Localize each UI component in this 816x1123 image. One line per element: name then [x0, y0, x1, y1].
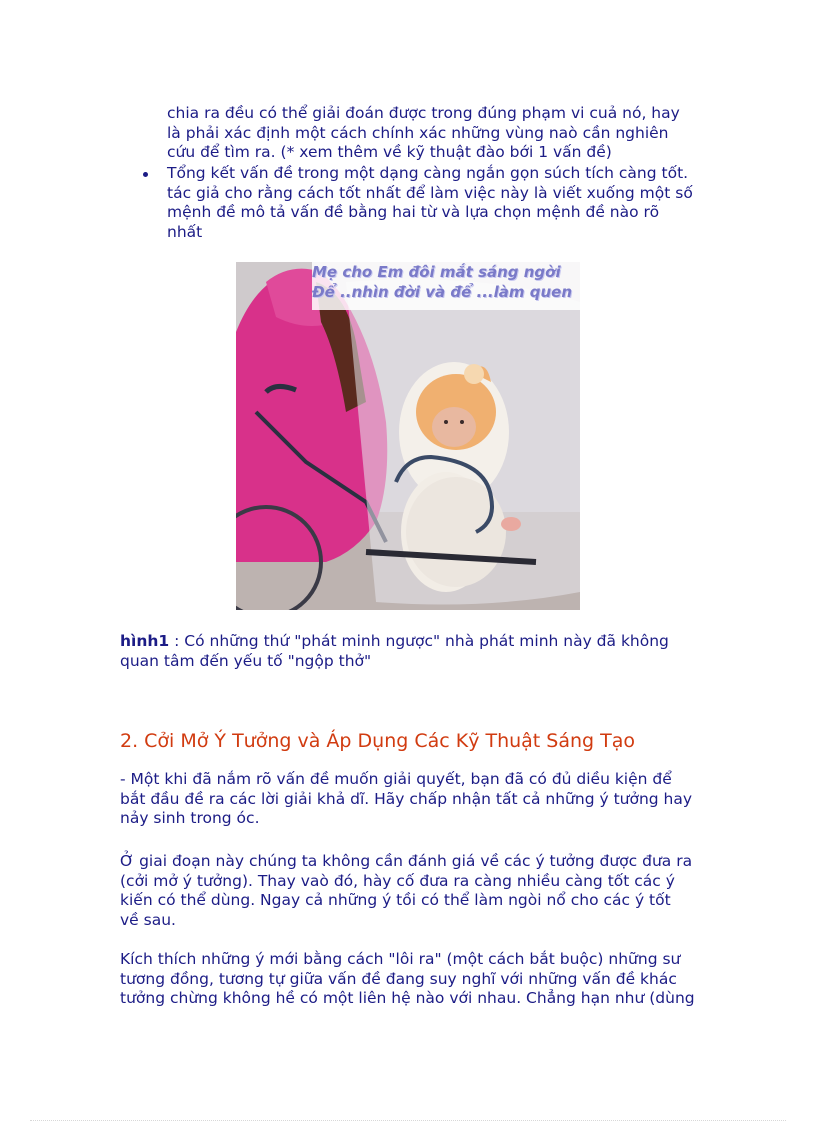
figure-caption-text: quan tâm đến yếu tố "ngộp thở" [120, 651, 372, 670]
section-heading: 2. Cởi Mở Ý Tưởng và Áp Dụng Các Kỹ Thuật Sáng Tạo [120, 730, 636, 752]
text-line: Ở giai đoạn này chúng ta không cần đánh giá về các ý tưởng được đưa ra [120, 852, 693, 870]
paragraph [120, 770, 720, 829]
intro-paragraph [167, 104, 727, 163]
photo-illustration [236, 262, 580, 610]
figure-photo [236, 262, 580, 610]
text-line: bắt đầu đề ra các lời giải khả dĩ. Hãy chấp nhận tất cả những ý tưởng hay [120, 789, 693, 808]
text-line: nảy sinh trong óc. [120, 809, 260, 827]
text-line: Tổng kết vấn đề trong một dạng càng ngắn gọn súch tích càng tốt. [167, 164, 689, 182]
photo-caption-line: Để ..nhìn đời và để ...làm quen [312, 283, 573, 301]
text-line: Kích thích những ý mới bằng cách "lôi ra" (một cách bắt buộc) những sư [120, 950, 681, 968]
text-line: tưởng chừng không hề có một liên hệ nào với nhau. Chẳng hạn như (dùng [120, 989, 695, 1007]
bullet-list-item [167, 164, 727, 242]
paragraph [120, 852, 720, 930]
text-line: là phải xác định một cách chính xác những vùng naò cần nghiên [167, 123, 669, 142]
text-line: chia ra đều có thể giải đoán được trong đúng phạm vi cuả nó, hay [167, 104, 680, 122]
bullet-icon [143, 172, 148, 177]
figure-caption-text: : Có những thứ "phát minh ngược" nhà phát minh này đã không [169, 632, 669, 650]
text-line: tương đồng, tương tự giữa vấn đề đang suy nghĩ với những vấn đề khác [120, 969, 677, 988]
paragraph [120, 950, 720, 1009]
page-divider [30, 1120, 786, 1121]
text-line: về sau. [120, 910, 176, 929]
figure-caption [120, 632, 720, 671]
text-line: kiến có thể dùng. Ngay cả những ý tồi có thể làm ngòi nổ cho các ý tốt [120, 891, 671, 909]
text-line: nhất [167, 222, 203, 241]
photo-caption-line: Mẹ cho Em đôi mắt sáng ngời [312, 263, 561, 281]
text-line: tác giả cho rằng cách tốt nhất để làm việc này là viết xuống một số [167, 183, 693, 202]
figure-label: hình1 [120, 632, 170, 650]
text-line: mệnh đề mô tả vấn đề bằng hai từ và lựa chọn mệnh đề nào rõ [167, 203, 660, 221]
text-line: cứu để tìm ra. (* xem thêm về kỹ thuật đào bới 1 vấn đề) [167, 143, 612, 161]
text-line: (cởi mở ý tưởng). Thay vaò đó, hày cố đưa ra càng nhiều càng tốt các ý [120, 871, 675, 890]
text-line: - Một khi đã nắm rõ vấn đề muốn giải quyết, bạn đã có đủ diều kiện để [120, 770, 672, 788]
photo-caption-box [312, 262, 580, 310]
